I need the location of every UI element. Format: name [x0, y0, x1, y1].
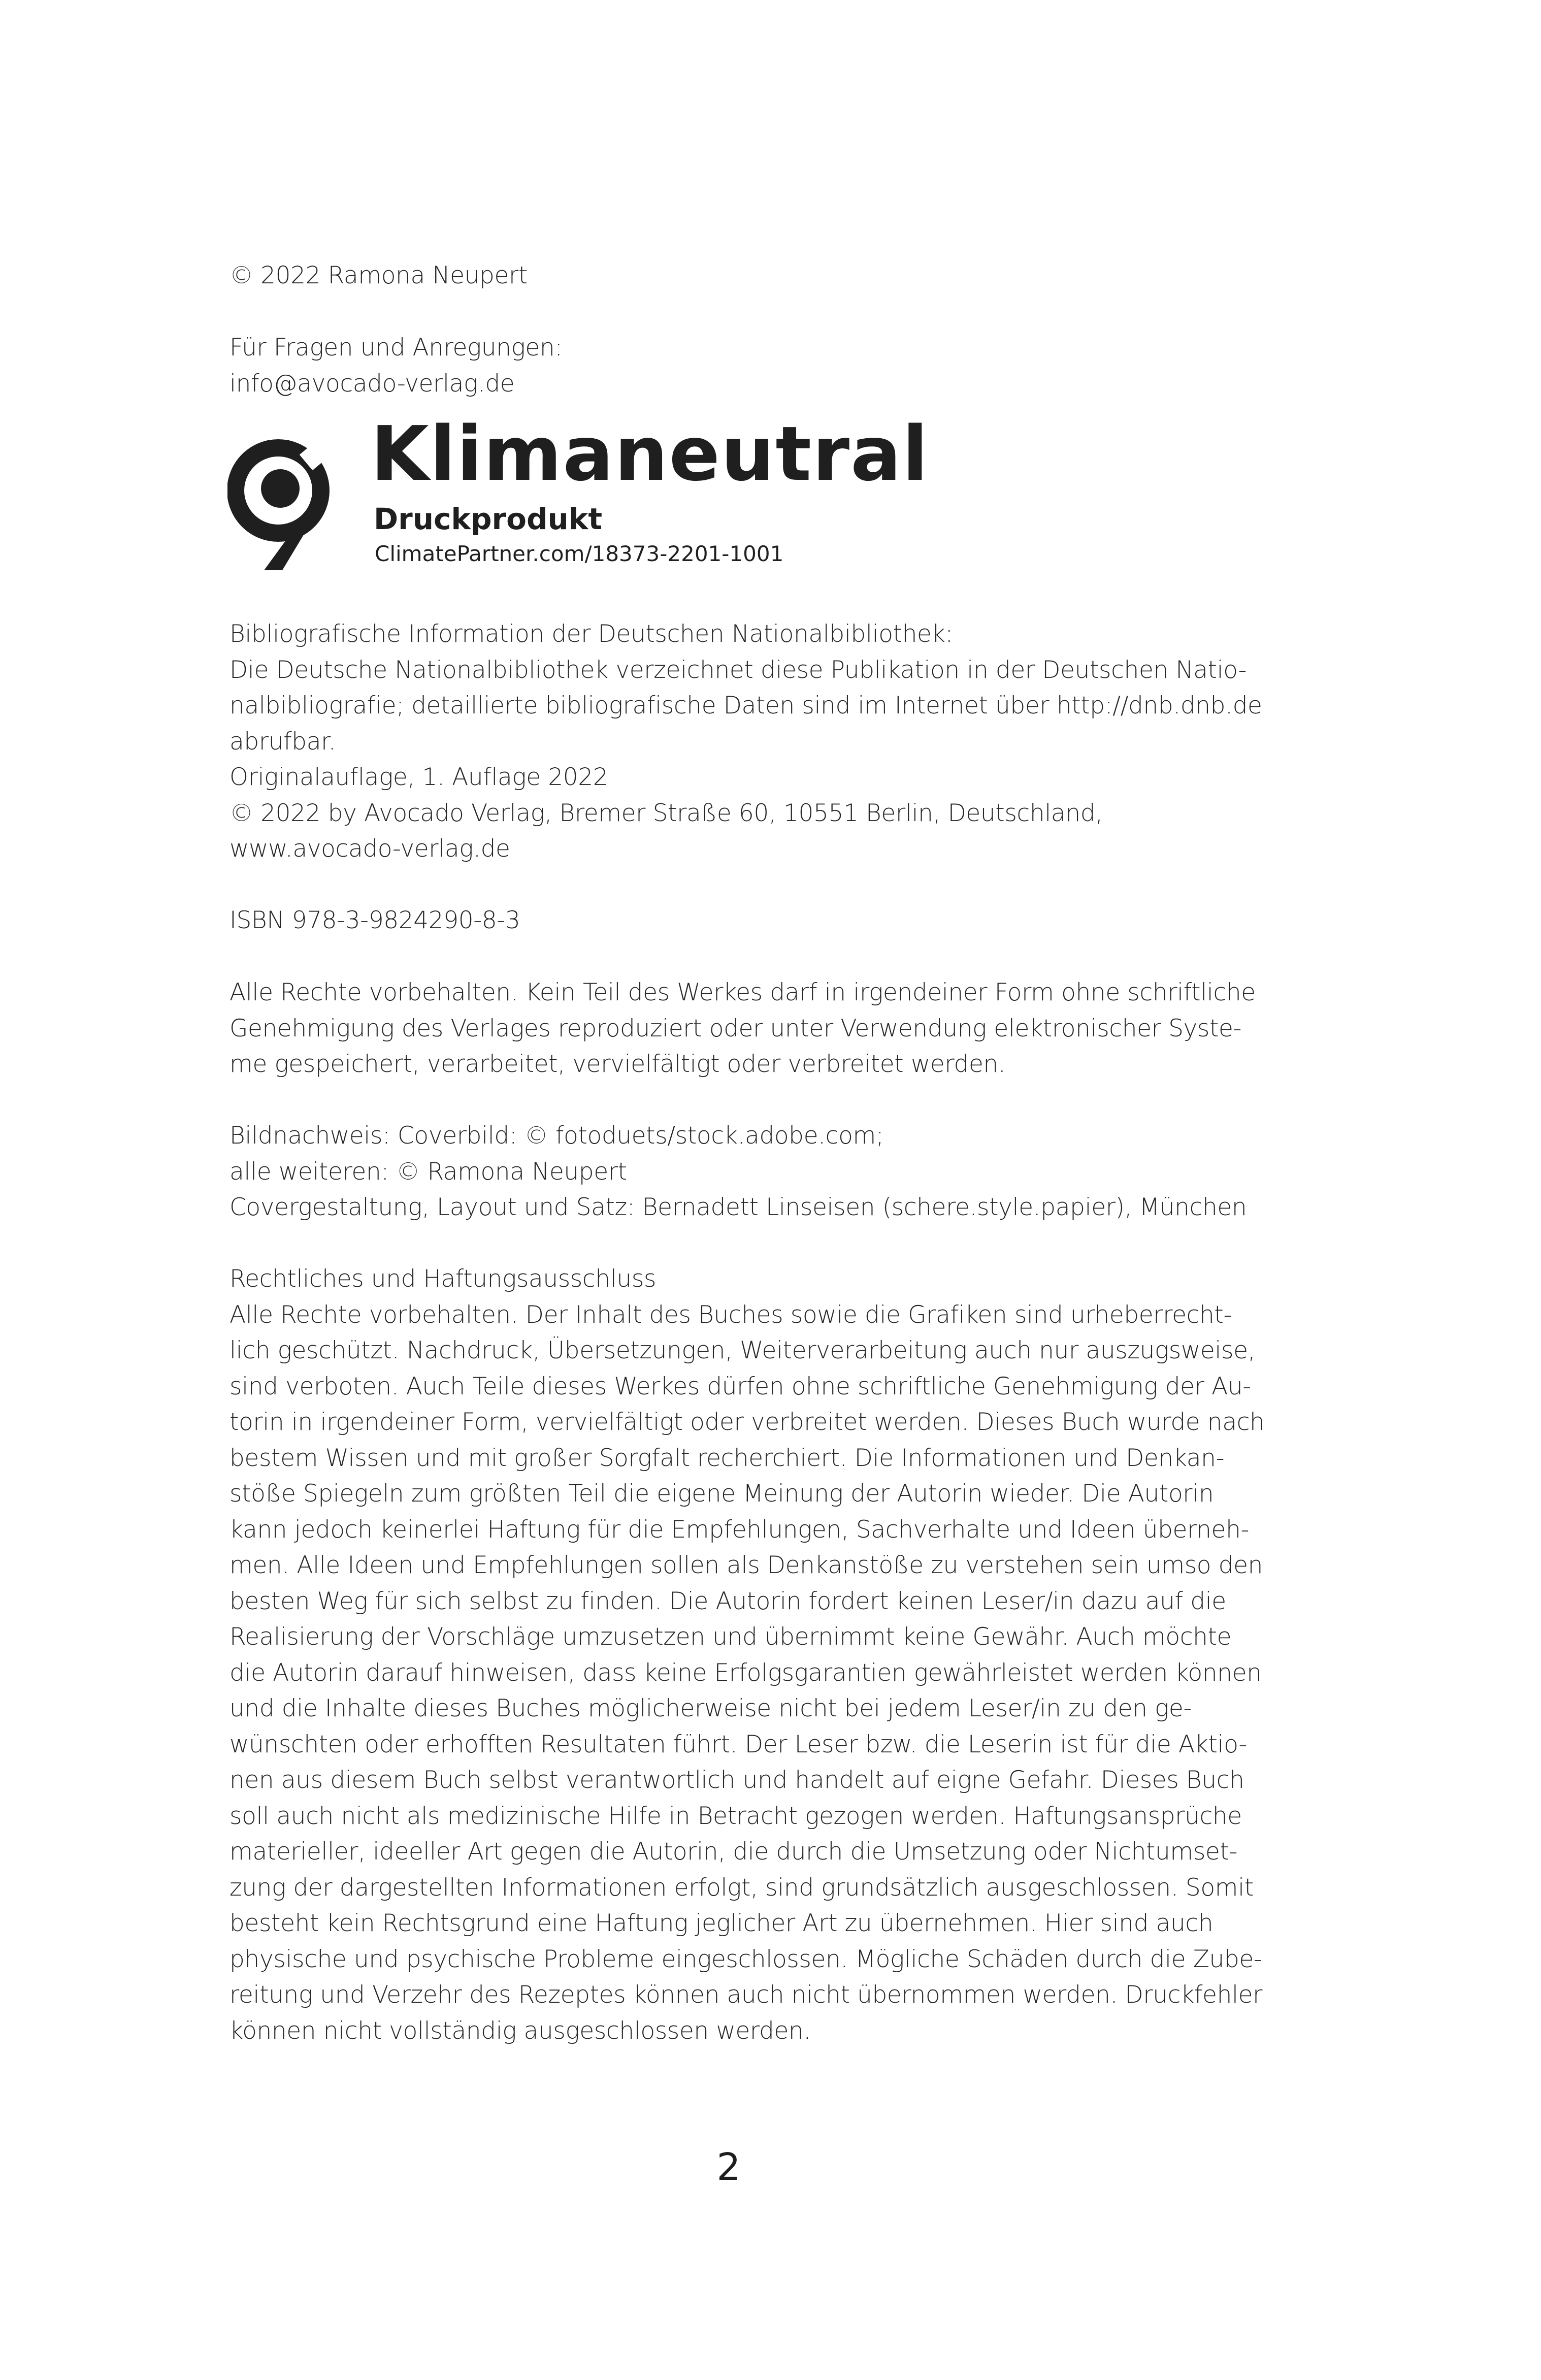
copyright-line: © 2022 Ramona Neupert: [229, 262, 528, 289]
isbn-block: [229, 903, 1245, 939]
climate-neutral-logo: [227, 410, 929, 573]
logo-url: ClimatePartner.com/18373-2201-1001: [375, 541, 784, 566]
copyright-notice: [229, 258, 1245, 294]
text-line: Genehmigung des Verlages reproduziert oder unter Verwendung elektronischer Syste-: [229, 1014, 1242, 1042]
text-line: Alle Rechte vorbehalten. Der Inhalt des Buches sowie die Grafiken sind urheberrecht-: [229, 1300, 1232, 1329]
text-line: nen aus diesem Buch selbst verantwortlich und handelt auf eigne Gefahr. Dieses Buch: [229, 1766, 1244, 1794]
image-credits: [229, 1118, 1245, 1226]
text-line: lich geschützt. Nachdruck, Übersetzungen, Weiterverarbeitung auch nur auszugsweise,: [229, 1336, 1256, 1364]
bibliographic-info: [229, 616, 1262, 867]
text-line: me gespeichert, verarbeitet, vervielfältigt oder verbreitet werden.: [229, 1050, 1006, 1078]
text-line: sind verboten. Auch Teile dieses Werkes dürfen ohne schriftliche Genehmigung der Au-: [229, 1372, 1251, 1400]
text-line: reitung und Verzehr des Rezeptes können auch nicht übernommen werden. Druckfehler: [229, 1981, 1263, 2009]
text-line: Covergestaltung, Layout und Satz: Bernadett Linseisen (schere.style.papier), München: [229, 1193, 1247, 1221]
text-line: men. Alle Ideen und Empfehlungen sollen als Denkanstöße zu verstehen sein umso den: [229, 1551, 1263, 1579]
text-line: Bibliografische Information der Deutschen Nationalbibliothek:: [229, 620, 953, 648]
text-line: Realisierung der Vorschläge umzusetzen und übernimmt keine Gewähr. Auch möchte: [229, 1623, 1232, 1651]
text-line: Bildnachweis: Coverbild: © fotoduets/stock.adobe.com;: [229, 1122, 884, 1150]
text-line: soll auch nicht als medizinische Hilfe in Betracht gezogen werden. Haftungsansprüche: [229, 1802, 1242, 1830]
text-line: materieller, ideeller Art gegen die Autorin, die durch die Umsetzung oder Nichtumset-: [229, 1838, 1238, 1866]
text-line: nalbibliografie; detaillierte bibliografische Daten sind im Internet über http://dnb.dnb.de: [229, 692, 1262, 720]
text-line: stöße Spiegeln zum größten Teil die eigene Meinung der Autorin wieder. Die Autorin: [229, 1480, 1214, 1508]
text-line: besten Weg für sich selbst zu finden. Die Autorin fordert keinen Leser/in dazu auf die: [229, 1587, 1226, 1615]
logo-subtitle: Druckprodukt: [374, 502, 603, 536]
text-line: alle weiteren: © Ramona Neupert: [229, 1157, 627, 1186]
page-number: 2: [716, 2145, 741, 2189]
isbn: ISBN 978-3-9824290-8-3: [229, 906, 520, 934]
contact-line: Für Fragen und Anregungen:: [229, 334, 563, 362]
text-line: physische und psychische Probleme eingeschlossen. Mögliche Schäden durch die Zube-: [229, 1945, 1262, 1973]
rights-notice: [229, 975, 1256, 1083]
text-line: die Autorin darauf hinweisen, dass keine Erfolgsgarantien gewährleistet werden können: [229, 1658, 1262, 1687]
logo-title: Klimaneutral: [371, 410, 929, 498]
text-line: zung der dargestellten Informationen erfolgt, sind grundsätzlich ausgeschlossen. Somit: [229, 1873, 1254, 1902]
contact-email: info@avocado-verlag.de: [229, 369, 515, 398]
text-line: Originalauflage, 1. Auflage 2022: [229, 763, 608, 791]
text-line: wünschten oder erhofften Resultaten führt. Der Leser bzw. die Leserin ist für die Aktio-: [229, 1730, 1247, 1758]
disclaimer-heading: Rechtliches und Haftungsausschluss: [229, 1265, 656, 1293]
text-line: © 2022 by Avocado Verlag, Bremer Straße 60, 10551 Berlin, Deutschland,: [229, 799, 1103, 827]
text-line: kann jedoch keinerlei Haftung für die Empfehlungen, Sachverhalte und Ideen überneh-: [229, 1515, 1250, 1544]
text-line: Alle Rechte vorbehalten. Kein Teil des Werkes darf in irgendeiner Form ohne schriftliche: [229, 979, 1256, 1006]
text-line: Die Deutsche Nationalbibliothek verzeichnet diese Publikation in der Deutschen Natio-: [229, 656, 1247, 684]
contact-block: [229, 330, 1245, 402]
text-line: abrufbar.: [229, 727, 336, 756]
text-line: besteht kein Rechtsgrund eine Haftung jeglicher Art zu übernehmen. Hier sind auch: [229, 1909, 1214, 1937]
legal-disclaimer: [229, 1261, 1265, 2049]
text-line: und die Inhalte dieses Buches möglicherweise nicht bei jedem Leser/in zu den ge-: [229, 1694, 1192, 1722]
text-line: bestem Wissen und mit großer Sorgfalt recherchiert. Die Informationen und Denkan-: [229, 1444, 1225, 1472]
text-line: können nicht vollständig ausgeschlossen werden.: [229, 2016, 811, 2045]
text-line: www.avocado-verlag.de: [229, 835, 510, 863]
text-line: torin in irgendeiner Form, vervielfältigt oder verbreitet werden. Dieses Buch wurde nach: [229, 1408, 1265, 1436]
climate-partner-icon: [227, 426, 334, 573]
